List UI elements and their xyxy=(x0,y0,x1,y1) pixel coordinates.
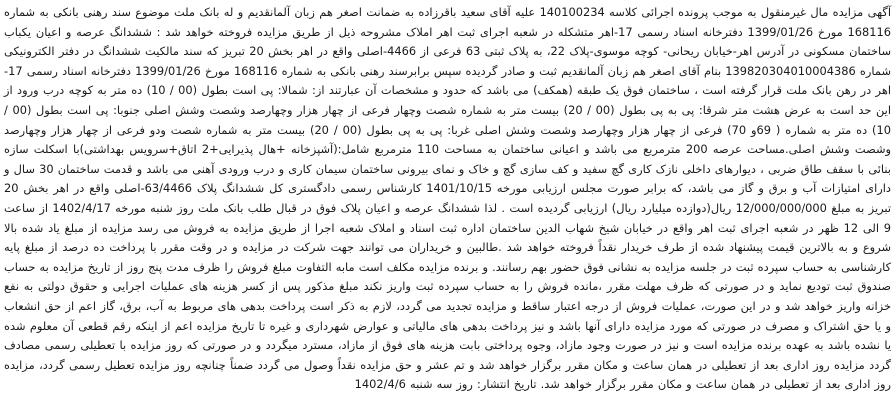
auction-notice-text: آگهی مزایده مال غیرمنقول به موجب پرونده اجرائی کلاسه 140100234 علیه آقای سعید باقرزاده به ضمانت اصغر هم زبان آلمانقدیم و له بانک ملت موضوع سند رهنی بانکی به شماره 168116 مورخ 1399/01/26 دفترخانه اسناد رسمی 17-اهر متشکله در شعبه اجرای ثبت اهر املاک مشروحه ذیل از طریق مزایده فروخته خواهد شد : ششدانگ عرصه و اعیان یکباب ساختمان مسکونی در آدرس اهر-خیابان ریحانی- کوچه موسوی-پلاک 22، به پلاک ثبتی 63 فرعی از 4466-اصلی واقع در اهر بخش 20 تبریز که سند مالکیت ششدانگ در دفتر الکترونیکی شماره 139820304010004386 بنام آقای اصغر هم زبان آلمانقدیم ثبت و صادر گردیده سپس برابرسند رهنی بانکی به شماره 168116 مورخ 1399/01/26 دفترخانه اسناد رسمی 17-اهر در رهن بانک ملت قرار گرفته است ، ساختمان فوق یک طبقه (همکف) می باشد که حدود و مشخصات آن عبارتند از: شمالا: پی است بطول (00 / 10) ده متر به کوچه درب ورود از این حد است به عرض هشت متر شرقا: پی به پی بطول (00 / 20) بیست متر به شماره شصت وچهار فرعی از چهار هزار وچهارصد وشصت وشش اصلی جنوبا: پی است بطول (00 / 10) ده متر به شماره ( 69و 70) فرعی از چهار هزار وچهارصد وشصت وشش اصلی غربا: پی به پی بطول (00 / 20) بیست متر به شماره شصت ودو فرعی از چهار هزار وچهارصد وشصت وشش اصلی.مساحت عرصه 200 مترمربع می باشد و اعیانی ساختمان به مساحت 110 مترمربع شامل:(آشپزخانه +هال پذیرایی+2 اتاق+سرویس بهداشتی)با اسکلت سازه بنائی با سقف طاق ضربی ، دیوارهای داخلی نازک کاری گچ سفید و کف سازی گچ و خاک و نمای بیرونی ساختمان سیمان کاری و درب ورودی آهنی می باشد و قدمت ساختمان 30 سال و دارای امتیازات آب و برق و گاز می باشد، که برابر صورت مجلس ارزیابی مورخه 1401/10/15 کارشناس رسمی دادگستری کل ششدانگ پلاک 63/4466-اصلی واقع در اهر بخش 20 تبریز به مبلغ 12/000/000/000 ریال(دوازده میلیارد ریال) ارزیابی گردیده است . لذا ششدانگ عرصه و اعیان پلاک فوق در قبال طلب بانک ملت روز شنبه مورخه 1402/4/17 از ساعت 9 الی 12 ظهر در شعبه اجرای ثبت اهر واقع در خیابان شیخ شهاب الدین ساختمان اداره ثبت اسناد و املاک شعبه اجرا از طریق مزایده به فروش می رسد مزایده از مبلغ یاد شده بالا شروع و به بالاترین قیمت پیشنهاد شده از طرف خریدار نقداً فروخته خواهد شد .طالبین و خریداران می توانند جهت شرکت در مزایده و در وقت مقرر با پرداخت ده درصد از مبلغ پایه کارشناسی به حساب سپرده ثبت در جلسه مزایده به نشانی فوق حضور بهم رسانند. و برنده مزایده مکلف است مابه التفاوت مبلغ فروش را ظرف مدت پنج روز از تاریخ مزایده به حساب صندوق ثبت تودیع نماید و در صورتی که ظرف مهلت مقرر ،مانده فروش را به حساب سپرده ثبت واریز نکند مبلغ مذکور پس از کسر هزینه های عملیات اجرایی و حقوق دولتی به نفع خزانه واریز خواهد شد و در این صورت، عملیات فروش از درجه اعتبار ساقط و مزایده تجدید می گردد، لازم به ذکر است پرداخت بدهی های مربوط به آب، برق، گاز اعم از حق انشعاب و یا حق اشتراک و مصرف در صورتی که مورد مزایده دارای آنها باشد و نیز پرداخت بدهی های مالیاتی و عوارض شهرداری و غیره تا تاریخ مزایده اعم از اینکه رقم قطعی آن معلوم شده یا نشده باشد به عهده برنده مزایده است و نیز در صورت وجود مازاد، وجوه پرداختی بابت هزینه های فوق از مازاد، مسترد میگردد و در صورتی که روز مزایده با تعطیلی رسمی مصادف گردد مزایده روز اداری بعد از تعطیلی در همان ساعت و مکان مقرر برگزار خواهد شد و تم عشر و حق مزایده نقداً وصول می گردد ضمناً چنانچه روز مزایده تعطیل رسمی گردد، مزایده روز اداری بعد از تعطیلی در همان ساعت و مکان مقرر برگزار خواهد شد. تاریخ انتشار: روز سه شنبه 1402/4/6 xyxy=(4,5,892,392)
